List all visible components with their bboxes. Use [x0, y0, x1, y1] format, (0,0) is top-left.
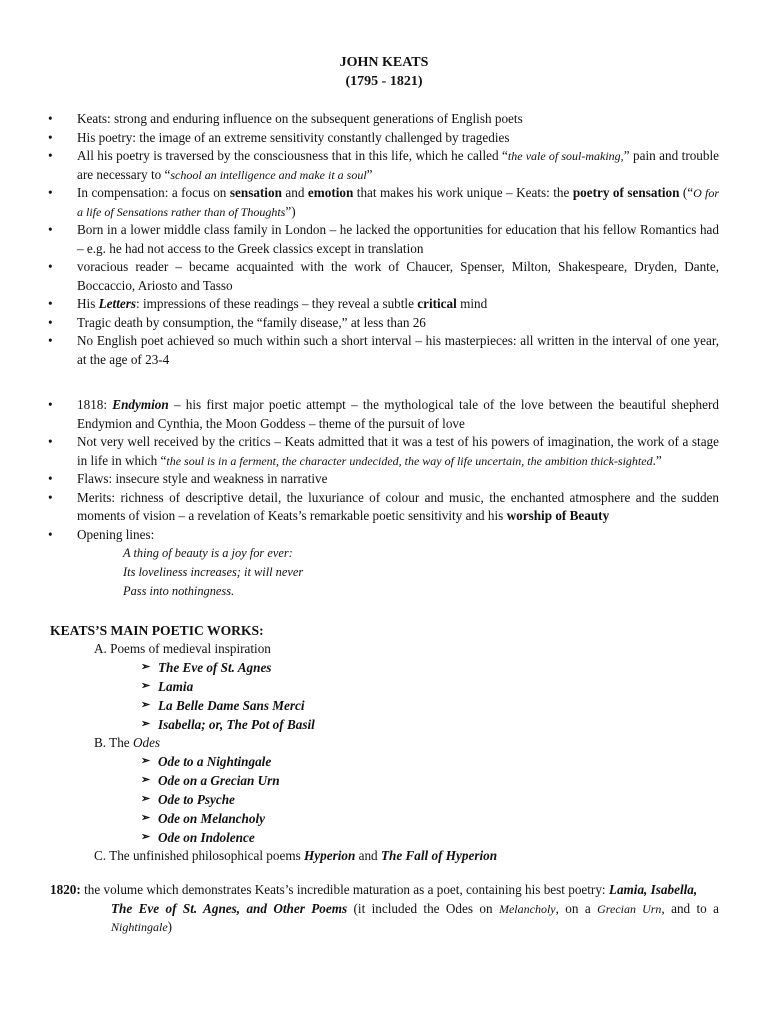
work-item: ➢ Ode to Psyche [141, 790, 641, 809]
emphasis-worship-of-beauty: worship of Beauty [506, 508, 610, 523]
list-item: • Not very well received by the critics – Keats admitted that it was a test of his powers of imagination, the work of a stage in life in which “the soul is in a ferment, the character undecided, the way of life uncertain, the ambition thick-sighted.” [44, 433, 719, 470]
work-item: ➢ La Belle Dame Sans Merci [141, 696, 641, 715]
bullet-list-endymion [44, 396, 719, 601]
title-hyperion: Hyperion [304, 848, 356, 863]
title-melancholy: Melancholy [498, 901, 556, 916]
group-a-label: A. Poems of medieval inspiration [94, 641, 271, 656]
section-heading-main-works: KEATS’S MAIN POETIC WORKS: [50, 623, 264, 638]
emphasis-sensation: sensation [229, 185, 282, 200]
list-item: • voracious reader – became acquainted with the work of Chaucer, Spenser, Milton, Shakespeare, Dryden, Dante, Boccaccio, Ariosto and Tasso [44, 258, 719, 295]
verse-line: Its loveliness increases; it will never [123, 565, 304, 579]
opening-lines-label: • Opening lines: [77, 526, 155, 542]
quote-vale-of-soul-making: the vale of soul-making, [507, 149, 624, 163]
quote-life-of-sensations: O for a life of Sensations rather than of Thoughts [77, 186, 720, 219]
group-a-list [141, 658, 641, 734]
title-lamia-isabella: Lamia, Isabella, [608, 882, 698, 897]
list-item: • Flaws: insecure style and weakness in narrative [44, 470, 719, 489]
title-fall-of-hyperion: The Fall of Hyperion [380, 848, 498, 863]
work-item: ➢ The Eve of St. Agnes [141, 658, 641, 677]
work-item: ➢ Lamia [141, 677, 641, 696]
list-item: • Merits: richness of descriptive detail, the luxuriance of colour and music, the enchanted atmosphere and the sudden moments of vision – a revelation of Keats’s remarkable poetic sensitivity and his worship of Beauty [44, 489, 719, 526]
list-item [44, 526, 719, 602]
life-dates: (1795 - 1821) [345, 74, 423, 89]
group-b-list [141, 752, 641, 847]
title-nightingale: Nightingale [111, 920, 168, 934]
verse-line: A thing of beauty is a joy for ever: [123, 546, 293, 560]
title-block [0, 53, 768, 91]
work-item: ➢ Ode on a Grecian Urn [141, 771, 641, 790]
bullet-list-biography [44, 110, 719, 369]
work-item: ➢ Ode on Indolence [141, 828, 641, 847]
year-1820: 1820: [50, 882, 81, 897]
paragraph-1820: 1820: the volume which demonstrates Keats’s incredible maturation as a poet, containing his best poetry: Lamia, Isabella, The Eve of St. Agnes, and Other Poems (it included the Odes on Melancholy, on a Grecian Urn, and to a Nightingale) [50, 882, 720, 934]
title-eve-and-other-poems: The Eve of St. Agnes, and Other Poems [111, 900, 348, 916]
list-item: • Tragic death by consumption, the “family disease,” at less than 26 [44, 314, 719, 333]
list-item: • All his poetry is traversed by the consciousness that in this life, which he called “the vale of soul-making,” pain and trouble are necessary to “school an intelligence and make it a soul” [44, 147, 719, 184]
work-item: ➢ Ode on Melancholy [141, 809, 641, 828]
quote-school-an-intelligence: school an intelligence and make it a soul [170, 167, 367, 182]
title-endymion: Endymion [112, 397, 169, 412]
list-item: • 1818: Endymion – his first major poetic attempt – the mythological tale of the love between the beautiful shepherd Endymion and Cynthia, the Moon Goddess – theme of the pursuit of love [44, 396, 719, 433]
emphasis-critical: critical [417, 296, 457, 311]
emphasis-emotion: emotion [307, 185, 354, 200]
quote-soul-in-ferment: the soul is in a ferment, the character undecided, the way of life uncertain, the ambition thick-sighted [166, 453, 653, 468]
group-c-label: C. The unfinished philosophical poems Hyperion and The Fall of Hyperion [94, 848, 498, 863]
odes-label: Odes [132, 735, 161, 750]
verse-line: Pass into nothingness. [123, 584, 235, 598]
emphasis-poetry-of-sensation: poetry of sensation [572, 185, 680, 200]
list-item: • Born in a lower middle class family in London – he lacked the opportunities for education that his fellow Romantics had – e.g. he had not access to the Greek classics except in translation [44, 221, 719, 258]
list-item: • His poetry: the image of an extreme sensitivity constantly challenged by tragedies [44, 129, 719, 148]
page-title: JOHN KEATS [339, 55, 429, 70]
list-item: • No English poet achieved so much within such a short interval – his masterpieces: all written in the interval of one year, at the age of 23-4 [44, 332, 719, 369]
group-b-label: B. The Odes [94, 735, 161, 750]
work-item: ➢ Isabella; or, The Pot of Basil [141, 715, 641, 734]
work-item: ➢ Ode to a Nightingale [141, 752, 641, 771]
list-item: • His Letters: impressions of these readings – they reveal a subtle critical mind [44, 295, 719, 314]
list-item: • In compensation: a focus on sensation and emotion that makes his work unique – Keats: the poetry of sensation (“O for a life of Sensations rather than of Thoughts”) [44, 184, 719, 221]
list-item: • Keats: strong and enduring influence on the subsequent generations of English poets [44, 110, 719, 129]
title-letters: Letters [98, 296, 136, 311]
title-grecian-urn: Grecian Urn [597, 901, 662, 916]
